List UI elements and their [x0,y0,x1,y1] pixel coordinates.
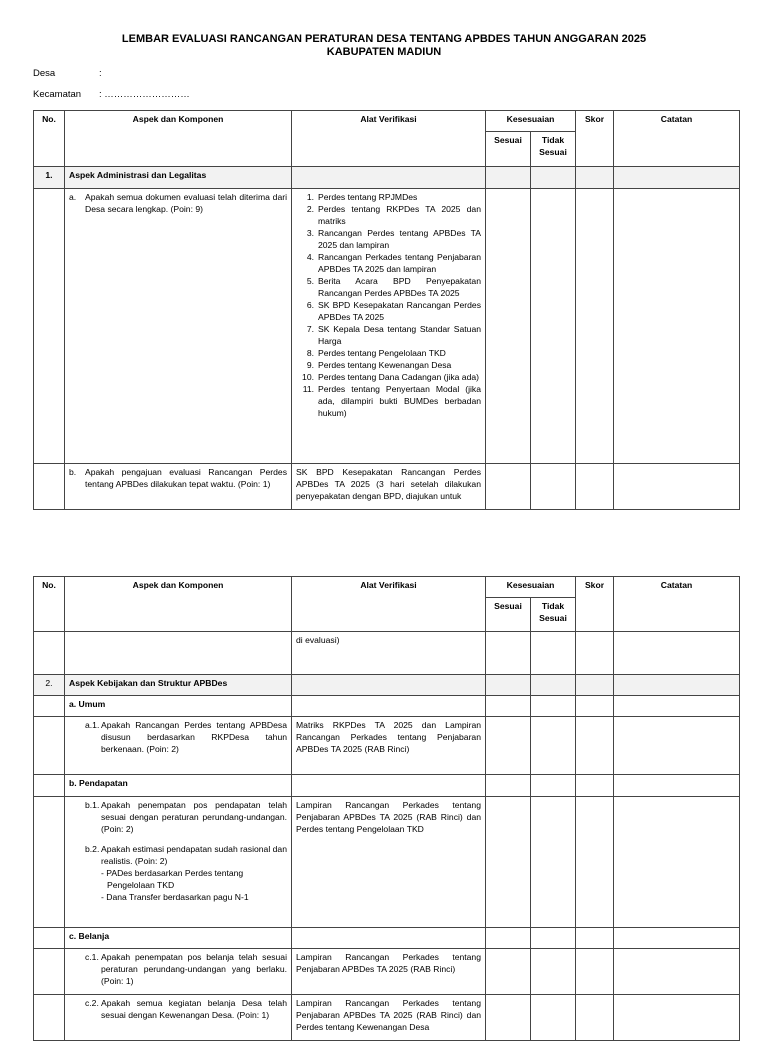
list-item: 10. Perdes tentang Dana Cadangan (jika ada) [302,372,480,382]
section-title: Aspek Administrasi dan Legalitas [65,167,292,189]
document-list [296,191,481,419]
item-b1-key: b.1. [85,800,100,810]
col-header-skor: Skor [576,577,614,632]
list-item: 4. Rancangan Perkades tentang Penjabaran APBDes TA 2025 dan lampiran [306,252,481,274]
list-item: 11. Perdes tentang Penyertaan Modal (jika ada, dilampiri bukti BUMDes berbadan hukum) [302,384,481,418]
list-item: 5. Berita Acara BPD Penyepakatan Rancangan Perdes APBDes TA 2025 [306,276,481,298]
item-b1-text: Apakah penempatan pos pendapatan telah sesuai dengan peraturan perundang-undangan. (Poin: 2) [101,800,287,834]
col-header-sesuai: Sesuai [486,598,531,632]
list-item: 2. Perdes tentang RKPDes TA 2025 dan matriks [306,204,481,226]
section-number: 2. [34,675,65,696]
desa-field [33,68,102,79]
col-header-aspek: Aspek dan Komponen [65,111,292,167]
item-b-text: Apakah pengajuan evaluasi Rancangan Perdes tentang APBDes dilakukan tepat waktu. (Poin: 1) [85,467,287,489]
desa-label: Desa [33,68,56,79]
item-b2-text: Apakah estimasi pendapatan sudah rasional dan realistis. (Poin: 2) [101,844,287,866]
subsection-title: a. Umum [65,696,292,717]
item-c2 [85,997,287,1021]
section-title: Aspek Kebijakan dan Struktur APBDes [65,675,292,696]
section-row-2 [34,675,740,696]
section-number: 1. [34,167,65,189]
item-b-key: b. [69,467,77,477]
item-b-alat: Lampiran Rancangan Perkades tentang Penjabaran APBDes TA 2025 (RAB Rinci) dan Perdes tentang Pengelolaan TKD [292,797,486,928]
table-row-a1 [34,717,740,775]
kecamatan-value: : ……………………… [99,89,190,100]
document-title-line-1: LEMBAR EVALUASI RANCANGAN PERATURAN DESA TENTANG APBDES TAHUN ANGGARAN 2025 [121,33,647,45]
item-c1 [85,951,287,987]
item-a-key: a. [69,192,77,202]
item-c2-alat: Lampiran Rancangan Perkades tentang Penjabaran APBDes TA 2025 (RAB Rinci) dan Perdes tentang Kewenangan Desa [292,995,486,1041]
col-header-no: No. [34,577,65,632]
col-header-sesuai: Sesuai [486,132,531,167]
item-a1-text: Apakah Rancangan Perdes tentang APBDesa disusun berdasarkan RKPDesa tahun berkenaan. (Poin: 2) [101,720,287,754]
subsection-row-pendapatan [34,775,740,797]
subsection-title: c. Belanja [65,928,292,949]
item-a-text: Apakah semua dokumen evaluasi telah diterima dari Desa secara lengkap. (Poin: 9) [85,192,287,214]
item-a1-alat: Matriks RKPDes TA 2025 dan Lampiran Rancangan Perkades tentang Penjabaran APBDes TA 2025 (RAB Rinci) [292,717,486,775]
col-header-catatan: Catatan [614,577,740,632]
item-a1 [85,719,287,755]
item-b2 [85,843,287,903]
item-b2-sub-1b: Pengelolaan TKD [107,880,175,890]
col-header-aspek: Aspek dan Komponen [65,577,292,632]
list-item: 1. Perdes tentang RPJMDes [306,192,418,202]
item-c1-key: c.1. [85,952,99,962]
item-c1-alat: Lampiran Rancangan Perkades tentang Penjabaran APBDes TA 2025 (RAB Rinci) [292,949,486,995]
table-row-c1 [34,949,740,995]
table-row-item-b [34,464,740,510]
item-a1-key: a.1. [85,720,100,730]
kecamatan-field [33,89,190,100]
subsection-title: b. Pendapatan [65,775,292,797]
section-row-1 [34,167,740,189]
col-header-no: No. [34,111,65,167]
list-item: 6. SK BPD Kesepakatan Rancangan Perdes APBDes TA 2025 [306,300,481,322]
item-c1-text: Apakah penempatan pos belanja telah sesuai peraturan perundang-undangan yang berlaku. (Poin: 1) [101,952,287,986]
list-item: 8. Perdes tentang Pengelolaan TKD [306,348,446,358]
item-c2-text: Apakah semua kegiatan belanja Desa telah sesuai dengan Kewenangan Desa. (Poin: 1) [101,998,287,1020]
list-item: 7. SK Kepala Desa tentang Standar Satuan Harga [306,324,481,346]
item-b2-key: b.2. [85,844,100,854]
col-header-alat: Alat Verifikasi [292,111,486,167]
table-row-item-a [34,189,740,464]
col-header-tidak-sesuai: Tidak Sesuai [531,132,576,167]
desa-value: : [99,68,102,79]
item-b-alat: SK BPD Kesepakatan Rancangan Perdes APBDes TA 2025 (3 hari setelah dilakukan penyepakatan dengan BPD, diajukan untuk [292,464,486,510]
document-title-line-2: KABUPATEN MADIUN [326,46,442,58]
col-header-catatan: Catatan [614,111,740,167]
list-item: 9. Perdes tentang Kewenangan Desa [306,360,452,370]
item-c2-key: c.2. [85,998,99,1008]
col-header-kesesuaian: Kesesuaian [486,577,576,598]
evaluation-table-page-1 [33,110,740,510]
list-item: 3. Rancangan Perdes tentang APBDes TA 2025 dan lampiran [306,228,481,250]
item-b2-sub-2: - Dana Transfer berdasarkan pagu N-1 [101,892,249,902]
continuation-text: di evaluasi) [292,632,486,675]
item-b2-sub-1: - PADes berdasarkan Perdes tentang [101,868,244,878]
table-row-b [34,797,740,928]
col-header-kesesuaian: Kesesuaian [486,111,576,132]
col-header-tidak-sesuai: Tidak Sesuai [531,598,576,632]
evaluation-table-page-2 [33,576,740,1041]
table-row-c2 [34,995,740,1041]
col-header-alat: Alat Verifikasi [292,577,486,632]
subsection-row-umum [34,696,740,717]
table-row-continuation [34,632,740,675]
item-b1 [85,799,287,835]
item-a [69,191,287,215]
subsection-row-belanja [34,928,740,949]
kecamatan-label: Kecamatan [33,89,82,100]
item-b [69,466,287,490]
col-header-skor: Skor [576,111,614,167]
